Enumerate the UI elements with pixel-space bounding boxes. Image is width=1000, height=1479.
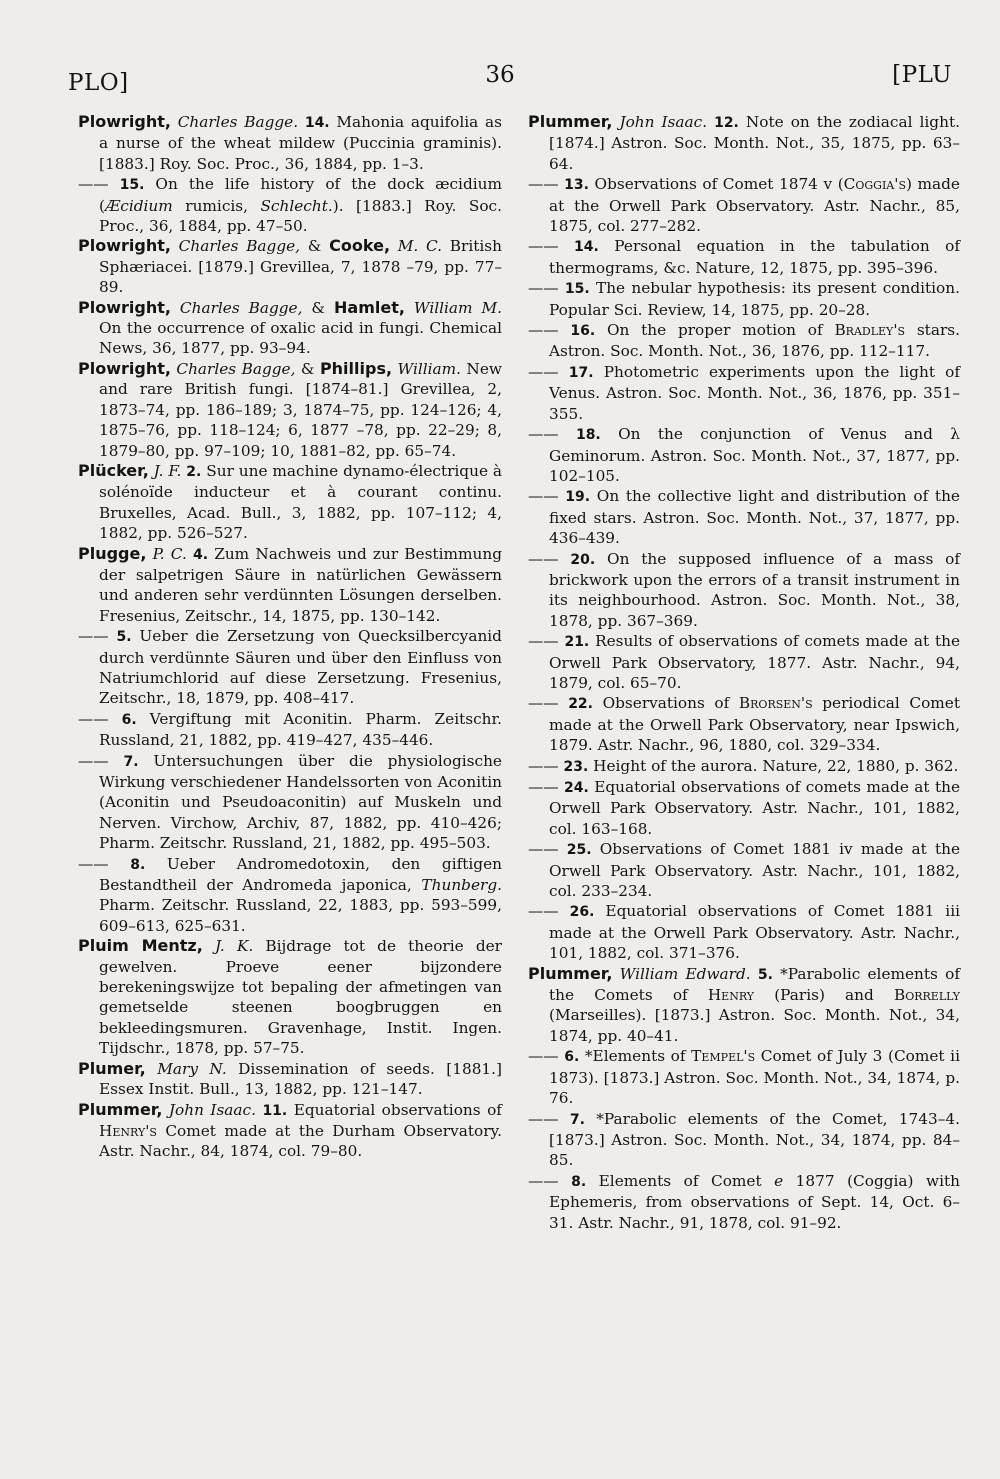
- entry-text: On the proper motion of: [595, 321, 835, 340]
- entry-text: ——: [528, 694, 569, 713]
- entry-number: 15.: [119, 177, 145, 194]
- entry-text: *Parabolic elements of the Comets of: [549, 964, 960, 1005]
- author-given-name: Charles Bagge.: [177, 113, 299, 131]
- entry-text: Bijdrage tot de theorie der gewelven. Proeve eener bijzondere berekeningswijze tot bepaling der afmetingen van gemetselde steenen boogbruggen en bekleedingsmuren. Gravenhage, Instit. Ingen. Tijdschr., 1878, pp. 57–75.: [99, 937, 502, 1058]
- author-name: Plücker,: [78, 460, 149, 480]
- entry-number: 7.: [123, 753, 139, 770]
- catalogue-entry: [78, 1059, 502, 1100]
- catalogue-entry: [528, 236, 960, 278]
- entry-text: ——: [528, 756, 564, 775]
- catalogue-entry: [78, 544, 502, 627]
- catalogue-entry: [528, 278, 960, 320]
- author-name: Cooke,: [329, 236, 391, 256]
- entry-text: Equatorial observations of comets made at the Orwell Park Observatory. Astr. Nachr., 101, 1882, col. 163–168.: [549, 778, 960, 838]
- author-name: Phillips,: [319, 358, 393, 378]
- author-given-name: William M.: [413, 298, 502, 317]
- entry-text: ——: [78, 709, 122, 728]
- entry-text: Equatorial observations of Comet 1881 iii made at the Orwell Park Observatory. Astr. Nachr., 101, 1882, col. 371–376.: [549, 902, 960, 963]
- entry-number: 21.: [564, 634, 590, 651]
- entry-number: 23.: [563, 758, 589, 775]
- entry-text: ——: [528, 632, 565, 651]
- catalogue-entry: [78, 626, 502, 709]
- entry-number: 15.: [564, 281, 590, 298]
- entry-text: Zum Nachweis und zur Bestimmung der salpetrigen Säure in natürlichen Gewässern und anderen sehr verdünnten Lösungen derselben. Fresenius, Zeitschr., 14, 1875, pp. 130–142.: [99, 544, 502, 625]
- catalogue-entry: [528, 964, 960, 1047]
- entry-text: stars. Astron. Soc. Month. Not., 36, 1876, pp. 112–117.: [549, 321, 960, 361]
- entry-text: Comet made at the Durham Observatory. Astr. Nachr., 84, 1874, col. 79–80.: [99, 1121, 502, 1161]
- entry-text: The nebular hypothesis: its present condition. Popular Sci. Review, 14, 1875, pp. 20–28.: [549, 279, 960, 319]
- author-given-name: Charles Bagge,: [178, 237, 301, 256]
- entry-text: Mahonia aquifolia as a nurse of the wheat mildew (Puccinia graminis). [1883.] Roy. Soc. Proc., 36, 1884, pp. 1–3.: [99, 113, 502, 173]
- entry-text: ——: [528, 321, 571, 340]
- author-given-name: William Edward.: [619, 964, 751, 983]
- entry-number: 22.: [568, 696, 593, 713]
- left-column: [78, 112, 502, 1162]
- entry-text: ——: [528, 487, 566, 506]
- author-given-name: J. K.: [214, 937, 254, 956]
- right-column: [528, 112, 960, 1233]
- entry-text: Results of observations of comets made at the Orwell Park Observatory, 1877. Astr. Nachr., 94, 1879, col. 65–70.: [549, 632, 960, 692]
- catalogue-entry: [78, 1100, 502, 1162]
- entry-text: Untersuchungen über die physiologische Wirkung verschiedener Handelssorten von Aconitin (Aconitin und Pseudoaconitin) auf Muskeln und Nerven. Virchow, Archiv, 87, 1882, pp. 410–426; Pharm. Zeitschr. Russland, 21, 1882, pp. 495–503.: [99, 751, 502, 853]
- entry-text: *Parabolic elements of the Comet, 1743–4. [1873.] Astron. Soc. Month. Not., 34, 1874, pp. 84–85.: [549, 1109, 960, 1170]
- entry-text: Vergiftung mit Aconitin. Pharm. Zeitschr. Russland, 21, 1882, pp. 419–427, 435–446.: [99, 709, 502, 750]
- entry-text: ——: [528, 1047, 565, 1066]
- italic-text: Thunberg.: [421, 876, 502, 895]
- author-given-name: William.: [397, 359, 461, 378]
- entry-text: Photometric experiments upon the light of Venus. Astron. Soc. Month. Not., 36, 1876, pp. 351–355.: [549, 362, 960, 423]
- author-given-name: John Isaac.: [619, 113, 708, 131]
- author-name: Plugge,: [78, 543, 147, 563]
- entry-number: 14.: [574, 239, 599, 256]
- author-given-name: Charles Bagge,: [176, 359, 296, 378]
- italic-text: e: [774, 1171, 784, 1190]
- running-head-right: [PLU: [892, 62, 952, 88]
- author-given-name: J. F.: [153, 461, 182, 480]
- entry-number: 17.: [568, 364, 594, 381]
- entry-number: 14.: [304, 115, 330, 131]
- entry-text: On the supposed influence of a mass of brickwork upon the errors of a transit instrument in its neighbourhood. Astron. Soc. Month. Not., 38, 1878, pp. 367–369.: [549, 549, 960, 630]
- entry-text: On the collective light and distribution of the fixed stars. Astron. Soc. Month. Not., 37, 1877, pp. 436–439.: [549, 487, 960, 548]
- entry-number: 7.: [569, 1111, 585, 1128]
- entry-number: 5.: [116, 629, 132, 646]
- page-number: 36: [485, 62, 515, 88]
- entry-text: rumicis,: [172, 196, 261, 215]
- entry-text: Ueber Andromedotoxin, den giftigen Bestandtheil der Andromeda japonica,: [99, 854, 502, 895]
- entry-number: 18.: [575, 427, 601, 444]
- entry-number: 6.: [121, 711, 137, 728]
- entry-text: Comet of July 3 (Comet ii 1873). [1873.] Astron. Soc. Month. Not., 34, 1874, p. 76.: [549, 1047, 960, 1108]
- author-name: Plowright,: [78, 358, 171, 378]
- entry-text: ——: [528, 840, 567, 859]
- catalogue-entry: [528, 549, 960, 632]
- entry-number: 2.: [186, 463, 202, 480]
- author-name: Plummer,: [528, 112, 613, 131]
- entry-text: &: [302, 298, 334, 317]
- entry-text: &: [300, 237, 330, 256]
- author-name: Plowright,: [78, 297, 171, 317]
- small-caps-name: Henry's: [99, 1121, 157, 1140]
- entry-text: ——: [528, 549, 571, 568]
- small-caps-name: Bradley's: [834, 321, 906, 340]
- entry-text: ——: [78, 627, 117, 646]
- entry-number: 5.: [757, 966, 773, 983]
- entry-text: periodical Comet made at the Orwell Park Observatory, near Ipswich, 1879. Astr. Nachr., 96, 1880, col. 329–334.: [549, 694, 960, 755]
- catalogue-entry: [78, 461, 502, 544]
- catalogue-entry: [528, 1171, 960, 1233]
- catalogue-entry: [528, 1046, 960, 1108]
- catalogue-entry: [78, 936, 502, 1058]
- italic-text: Æcidium: [104, 196, 173, 215]
- catalogue-entry: [528, 693, 960, 755]
- entry-text: [390, 237, 398, 255]
- catalogue-entry: [528, 839, 960, 901]
- author-name: Plowright,: [78, 236, 171, 256]
- catalogue-entry: [528, 631, 960, 693]
- entry-text: ——: [528, 425, 576, 444]
- catalogue-entry: [78, 751, 502, 854]
- entry-number: 20.: [570, 551, 596, 568]
- entry-text: ——: [528, 778, 564, 796]
- catalogue-entry: [528, 112, 960, 174]
- entry-text: Equatorial observations of: [287, 1100, 502, 1119]
- author-given-name: Charles Bagge,: [179, 298, 303, 317]
- entry-text: Personal equation in the tabulation of thermograms, &c. Nature, 12, 1875, pp. 395–396.: [549, 237, 960, 277]
- entry-text: ——: [78, 175, 120, 194]
- entry-text: [203, 937, 215, 955]
- entry-text: 1877 (Coggia) with Ephemeris, from observations of Sept. 14, Oct. 6–31. Astr. Nachr., 91, 1878, col. 91–92.: [549, 1171, 960, 1232]
- entry-text: Dissemination of seeds. [1881.] Essex Instit. Bull., 13, 1882, pp. 121–147.: [99, 1059, 502, 1099]
- entry-text: ——: [528, 902, 570, 921]
- catalogue-entry: [78, 236, 502, 297]
- entry-text: Observations of Comet 1874 v (: [588, 175, 844, 194]
- entry-number: 11.: [262, 1102, 288, 1119]
- entry-text: (Paris) and: [754, 986, 894, 1005]
- author-name: Pluim Mentz,: [78, 936, 203, 956]
- entry-text: Observations of: [593, 694, 739, 713]
- entry-text: Height of the aurora. Nature, 22, 1880, p. 362.: [588, 756, 959, 775]
- entry-text: Pharm. Zeitschr. Russland, 22, 1883, pp. 593–599, 609–613, 625–631.: [99, 896, 502, 935]
- entry-text: ——: [528, 1109, 570, 1128]
- entry-number: 16.: [570, 323, 596, 340]
- entry-text: Note on the zodiacal light. [1874.] Astron. Soc. Month. Not., 35, 1875, pp. 63–64.: [549, 113, 960, 173]
- catalogue-entry: [528, 174, 960, 236]
- catalogue-entry: [78, 359, 502, 461]
- entry-text: [751, 965, 758, 983]
- entry-text: ——: [78, 854, 131, 873]
- small-caps-name: Tempel's: [691, 1047, 756, 1066]
- entry-text: [171, 113, 178, 131]
- entry-text: [612, 965, 619, 983]
- catalogue-entry: [528, 486, 960, 548]
- author-given-name: Mary N.: [157, 1059, 227, 1078]
- entry-text: ——: [528, 175, 565, 194]
- entry-text: [146, 1060, 157, 1078]
- catalogue-entry: [528, 756, 960, 777]
- catalogue-entry: [78, 854, 502, 937]
- catalogue-entry: [78, 174, 502, 236]
- italic-text: Schlecht.: [260, 196, 333, 215]
- entry-text: (Marseilles). [1873.] Astron. Soc. Month. Not., 34, 1874, pp. 40–41.: [549, 1006, 960, 1045]
- entry-text: On the conjunction of Venus and λ Geminorum. Astron. Soc. Month. Not., 37, 1877, pp. 102–105.: [549, 425, 960, 485]
- entry-text: *Elements of: [579, 1047, 692, 1066]
- entry-text: ——: [528, 237, 575, 256]
- entry-text: Ueber die Zersetzung von Quecksilbercyanid durch verdünnte Säuren und über den Einfluss von Natriumchlorid auf diese Zersetzung. Fresenius, Zeitschr., 18, 1879, pp. 408–417.: [99, 627, 502, 708]
- author-name: Plummer,: [78, 1099, 163, 1119]
- small-caps-name: Coggia's: [843, 175, 906, 194]
- entry-number: 26.: [569, 904, 595, 921]
- catalogue-entry: [528, 1109, 960, 1171]
- small-caps-name: Henry: [707, 986, 755, 1005]
- entry-number: 12.: [714, 115, 739, 131]
- entry-text: ——: [528, 362, 569, 381]
- catalogue-entry: [528, 424, 960, 486]
- entry-text: ). [1883.] Roy. Soc. Proc., 36, 1884, pp. 47–50.: [99, 196, 502, 236]
- catalogue-entry: [78, 298, 502, 359]
- running-head-left: PLO]: [68, 70, 129, 96]
- author-name: Plowright,: [78, 112, 171, 131]
- entry-text: Elements of Comet: [586, 1171, 775, 1190]
- entry-text: ——: [528, 1171, 572, 1190]
- author-given-name: John Isaac.: [168, 1100, 256, 1119]
- entry-text: ——: [78, 751, 124, 770]
- author-given-name: M. C.: [397, 237, 443, 256]
- entry-text: Sur une machine dynamo-électrique à solénoïde inducteur et à courant continu. Bruxelles, Acad. Bull., 3, 1882, pp. 107–112; 4, 1882, pp. 526–527.: [99, 461, 502, 543]
- catalogue-entry: [78, 112, 502, 174]
- catalogue-entry: [528, 362, 960, 424]
- entry-text: ——: [528, 279, 565, 298]
- entry-text: &: [295, 359, 320, 378]
- entry-text: On the life history of the dock æcidium (: [99, 175, 502, 215]
- entry-number: 8.: [571, 1173, 587, 1190]
- small-caps-name: Brorsen's: [738, 694, 813, 713]
- entry-number: 19.: [565, 489, 591, 506]
- entry-text: New and rare British fungi. [1874–81.] Grevillea, 2, 1873–74, pp. 186–189; 3, 1874–75, pp. 124–126; 4, 1875–76, pp. 118–124; 6, 1877 –78, pp. 22–29; 8, 1879–80, pp. 97–109; 10, 1881–82, pp. 65–74.: [99, 359, 502, 460]
- entry-text: [405, 299, 414, 317]
- author-name: Plummer,: [528, 963, 613, 983]
- entry-number: 25.: [566, 842, 592, 859]
- entry-number: 24.: [564, 780, 589, 796]
- author-given-name: P. C.: [152, 544, 187, 563]
- entry-number: 13.: [564, 177, 589, 194]
- catalogue-entry: [528, 777, 960, 839]
- entry-number: 8.: [130, 856, 146, 873]
- entry-text: On the occurrence of oxalic acid in fungi. Chemical News, 36, 1877, pp. 93–94.: [99, 319, 502, 358]
- entry-text: British Sphæriacei. [1879.] Grevillea, 7, 1878 –79, pp. 77–89.: [99, 237, 502, 297]
- entry-text: ) made at the Orwell Park Observatory. Astr. Nachr., 85, 1875, col. 277–282.: [549, 175, 960, 236]
- entry-number: 6.: [564, 1049, 580, 1066]
- author-name: Hamlet,: [334, 297, 405, 317]
- entry-text: [171, 237, 179, 255]
- catalogue-entry: [528, 901, 960, 963]
- entry-text: [298, 113, 305, 131]
- entry-text: Observations of Comet 1881 iv made at the Orwell Park Observatory. Astr. Nachr., 101, 1882, col. 233–234.: [549, 840, 960, 901]
- entry-number: 4.: [192, 546, 209, 563]
- small-caps-name: Borrelly: [893, 986, 960, 1005]
- catalogue-entry: [528, 320, 960, 362]
- author-name: Plumer,: [78, 1058, 146, 1078]
- catalogue-entry: [78, 709, 502, 751]
- entry-text: [171, 299, 180, 317]
